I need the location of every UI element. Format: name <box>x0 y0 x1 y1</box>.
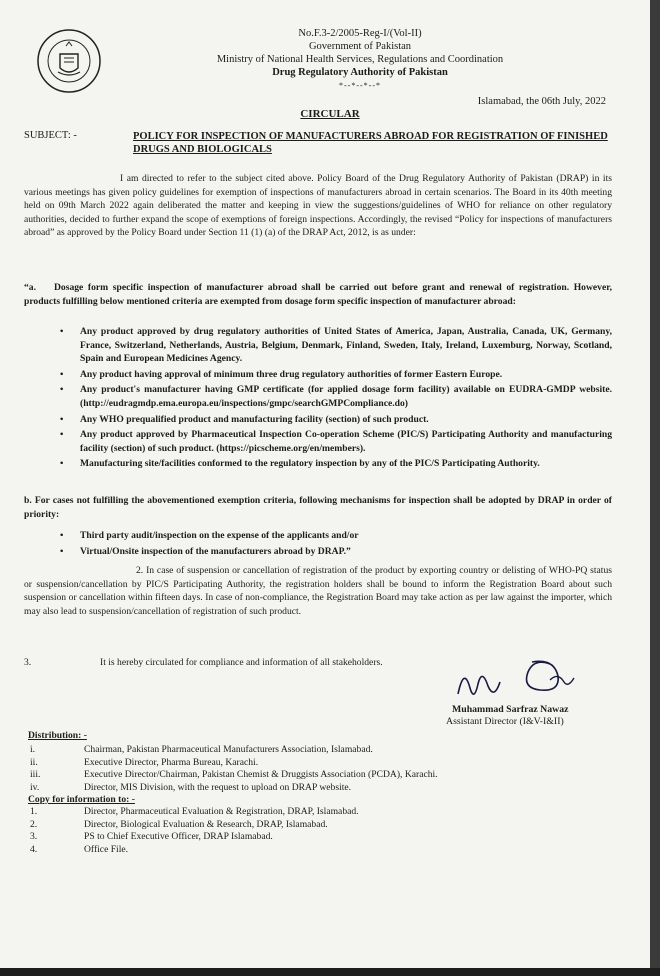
inspection-mechanism-list <box>60 529 612 560</box>
authority-line: Drug Regulatory Authority of Pakistan <box>272 67 448 78</box>
signatory-name: Muhammad Sarfraz Nawaz <box>452 704 569 715</box>
list-item: • Any product's manufacturer having GMP certificate (for applied dosage form facility) available on EUDRA-GMDP website. (http://eudragmdp.ema.europa.eu/inspections/gmpc/searchGMPCompliance.do) <box>60 383 612 410</box>
ministry-line: Ministry of National Health Services, Regulations and Coordination <box>216 54 504 65</box>
subject-label: SUBJECT: - <box>24 130 77 141</box>
reference-number: No.F.3-2/2005-Reg-I/(Vol-II) <box>298 28 422 39</box>
government-line: Government of Pakistan <box>308 41 412 52</box>
copy-heading: Copy for information to: - <box>28 794 135 805</box>
section-a-text: Dosage form specific inspection of manufacturer abroad shall be carried out before grant and renewal of registration. However, products fulfilling below mentioned criteria are exempted from dosage form specific inspection of manufacturer abroad: <box>24 282 612 307</box>
page-edge-shadow <box>650 0 660 976</box>
paragraph-3-text: It is hereby circulated for compliance and information of all stakeholders. <box>100 657 383 668</box>
copy-item: 1. Director, Pharmaceutical Evaluation & Registration, DRAP, Islamabad. <box>30 806 359 817</box>
copy-item: 3. PS to Chief Executive Officer, DRAP Islamabad. <box>30 831 273 842</box>
subject-text: POLICY FOR INSPECTION OF MANUFACTURERS ABROAD FOR REGISTRATION OF FINISHED DRUGS AND BIOLOGICALS <box>133 131 608 155</box>
bottom-strip <box>0 968 660 976</box>
distribution-heading: Distribution: - <box>28 730 87 741</box>
section-a-intro <box>24 281 612 308</box>
exemption-criteria-list <box>60 325 612 473</box>
section-b-intro: b. For cases not fulfilling the abovementioned exemption criteria, following mechanisms for inspection shall be adopted by DRAP in order of priority: <box>24 495 612 520</box>
copy-item: 2. Director, Biological Evaluation & Research, DRAP, Islamabad. <box>30 818 328 830</box>
list-item: • Any product having approval of minimum three drug regulatory authorities of former Eastern Europe. <box>60 368 612 382</box>
list-item: • Virtual/Onsite inspection of the manufacturers abroad by DRAP.” <box>60 545 612 559</box>
distribution-item: ii. Executive Director, Pharma Bureau, Karachi. <box>30 756 259 768</box>
list-item: • Any product approved by Pharmaceutical Inspection Co-operation Scheme (PIC/S) Participating Authority and manufacturing facility (section) of such product. (https://picscheme.org/en/members). <box>60 428 612 455</box>
distribution-item: iii. Executive Director/Chairman, Pakistan Chemist & Druggists Association (PCDA), Karachi. <box>30 769 438 780</box>
issue-date: Islamabad, the 06th July, 2022 <box>477 96 606 107</box>
list-item: • Any product approved by drug regulatory authorities of United States of America, Japan, Australia, Canada, UK, Germany, France, Switzerland, Netherlands, Austria, Belgium, Denmark, Finland, Sweden, Italy, Ireland, Luxemburg, Norway, Scotland, Spain and European Medicines Agency. <box>60 325 612 366</box>
distribution-item: iv. Director, MIS Division, with the request to upload on DRAP website. <box>30 781 352 793</box>
drap-logo <box>36 28 102 94</box>
distribution-item: i. Chairman, Pakistan Pharmaceutical Manufacturers Association, Islamabad. <box>30 744 373 755</box>
section-a-label: “a. <box>24 282 36 293</box>
paragraph-2 <box>24 564 612 618</box>
copy-item: 4. Office File. <box>30 843 129 855</box>
paragraph-3-number: 3. <box>24 657 32 668</box>
signature <box>440 650 600 710</box>
paragraph-2-number: 2. <box>136 565 144 576</box>
paragraph-2-text: In case of suspension or cancellation of registration of the product by exporting country or delisting of WHO-PQ status or suspension/cancellation by PIC/S Participating Authority, the registration holders shall be bound to inform the Registration Board about such suspension or cancellation within fifteen days. In case of non-compliance, the Registration Board may take action as per law against the importer, which may also lead to suspension/cancellation of registration of such product. <box>24 565 612 617</box>
document-title: CIRCULAR <box>300 108 360 120</box>
paragraph-1: I am directed to refer to the subject cited above. Policy Board of the Drug Regulatory Authority of Pakistan (DRAP) in its various meetings has given policy guidelines for exemption of inspections of manufacturers abroad in certain scenarios. The Board in its 40th meeting held on 09th March 2022 again deliberated the matter and keeping in view the suggestions/guidelines of WHO for reliance on other regulatory authorities, decided to further expand the scope of exemptions of foreign inspections. Accordingly, the revised “Policy for inspections of manufacturers abroad” as approved by the Policy Board under Section 11 (1) (a) of the DRAP Act, 2012, is as under: <box>24 173 612 239</box>
list-item: • Third party audit/inspection on the expense of the applicants and/or <box>60 529 612 543</box>
signatory-designation: Assistant Director (I&V-I&II) <box>446 716 564 727</box>
list-item: • Any WHO prequalified product and manufacturing facility (section) of such product. <box>60 413 612 427</box>
header-divider: *--*--*--* <box>339 81 381 90</box>
list-item: • Manufacturing site/facilities conformed to the regulatory inspection by any of the PIC/S Participating Authority. <box>60 457 612 471</box>
